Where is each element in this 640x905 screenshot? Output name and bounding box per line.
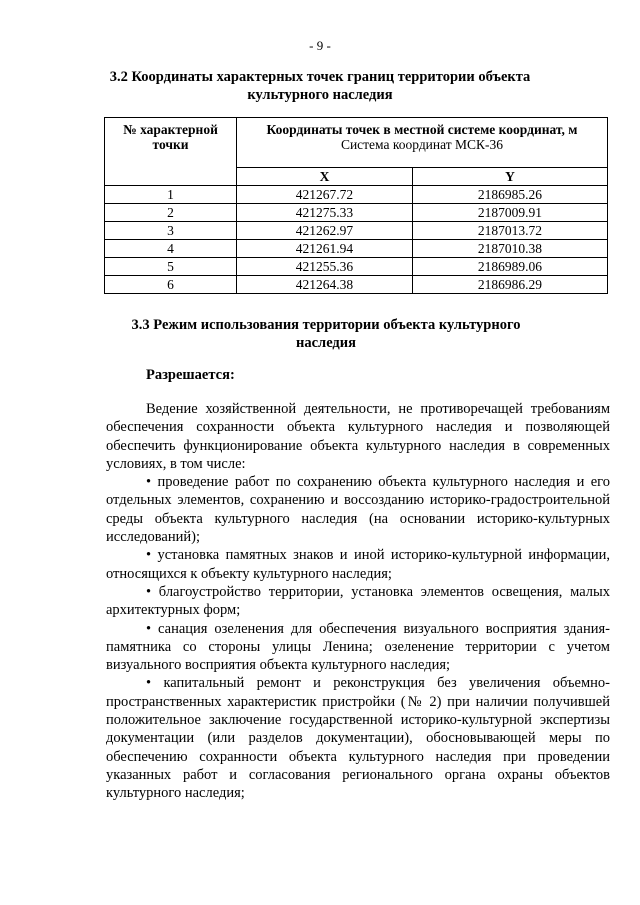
- bullet-paragraph: • санация озеленения для обеспечения визуального восприятия здания-памятника со стороны улицы Ленина; озеленение территории с учетом визуального восприятия объекта культурного наследия;: [106, 620, 610, 674]
- x-coordinate-cell: 421262.97: [237, 222, 413, 240]
- point-number-cell: 2: [105, 204, 237, 222]
- bullet-paragraph: • проведение работ по сохранению объекта культурного наследия и его отдельных элементов, сохранению и воссозданию историко-градостроительной среды объекта культурного наследия (на основании историко-культурных исследований);: [106, 474, 610, 546]
- x-coordinate-cell: 421264.38: [237, 276, 413, 294]
- bullet-paragraph: • благоустройство территории, установка элементов освещения, малых архитектурных форм;: [106, 583, 610, 619]
- section-3-2-title-line2: культурного наследия: [247, 87, 393, 103]
- y-coordinate-cell: 2186986.29: [412, 276, 607, 294]
- table-row: [105, 258, 608, 276]
- point-number-cell: 3: [105, 222, 237, 240]
- coordinates-table: [104, 117, 608, 294]
- y-coordinate-cell: 2187009.91: [412, 204, 607, 222]
- coordinates-table-body: [105, 186, 608, 294]
- table-row: [105, 276, 608, 294]
- point-number-cell: 1: [105, 186, 237, 204]
- x-coordinate-cell: 421275.33: [237, 204, 413, 222]
- y-coordinate-cell: 2186985.26: [412, 186, 607, 204]
- section-3-2-title: [0, 68, 640, 104]
- table-row: [105, 186, 608, 204]
- point-number-header: № характерной точки: [105, 118, 237, 186]
- section-3-3-title-line2: наследия: [296, 335, 356, 351]
- y-coordinate-cell: 2186989.06: [412, 258, 607, 276]
- coordinate-system-label: Система координат МСК-36: [340, 137, 504, 152]
- section-3-3-title: [6, 316, 640, 352]
- table-row: [105, 222, 608, 240]
- page-number: - 9 -: [309, 38, 331, 53]
- y-header: Y: [412, 168, 607, 186]
- allowed-heading: Разрешается:: [146, 367, 235, 383]
- bullet-paragraph: • установка памятных знаков и иной историко-культурной информации, относящихся к объекту культурного наследия;: [106, 547, 610, 582]
- coordinates-header-title: Координаты точек в местной системе координат, м: [266, 122, 578, 137]
- y-coordinate-cell: 2187010.38: [412, 240, 607, 258]
- coordinates-header: [237, 118, 608, 168]
- x-coordinate-cell: 421267.72: [237, 186, 413, 204]
- point-number-cell: 6: [105, 276, 237, 294]
- bullet-paragraph: • капитальный ремонт и реконструкция без увеличения объемно-пространственных характеристик пристройки (№ 2) при наличии получившей положительное заключение государственной историко-культурной экспертизы документации (или разделов документации), обосновывающей меры по обеспечению сохранности объекта культурного наследия при проведении указанных работ и согласования регионального органа охраны объектов культурного наследия;: [106, 675, 610, 802]
- table-row: [105, 204, 608, 222]
- section-3-2-title-line1: 3.2 Координаты характерных точек границ территории объекта: [109, 69, 531, 85]
- section-3-3-title-line1: 3.3 Режим использования территории объекта культурного: [131, 317, 521, 333]
- x-coordinate-cell: 421255.36: [237, 258, 413, 276]
- paragraph: Ведение хозяйственной деятельности, не противоречащей требованиям обеспечения сохранности объекта культурного наследия и позволяющей обеспечить функционирование объекта культурного наследия в современных условиях, в том числе:: [106, 401, 610, 472]
- x-coordinate-cell: 421261.94: [237, 240, 413, 258]
- body-text: [106, 400, 610, 803]
- x-header: X: [237, 168, 413, 186]
- table-row: [105, 240, 608, 258]
- y-coordinate-cell: 2187013.72: [412, 222, 607, 240]
- point-number-cell: 5: [105, 258, 237, 276]
- point-number-cell: 4: [105, 240, 237, 258]
